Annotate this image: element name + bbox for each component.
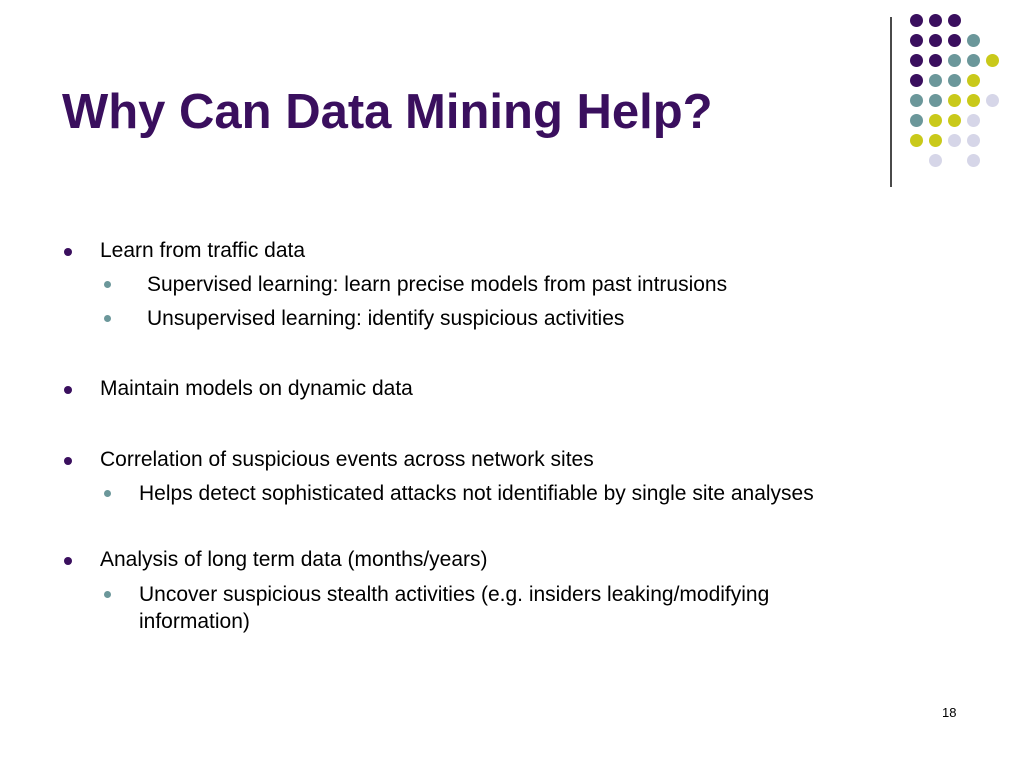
sub-bullet-text: information) [139, 610, 250, 633]
bullet-text: Learn from traffic data [100, 239, 306, 262]
sub-bullet-text: Uncover suspicious stealth activities (e.g. insiders leaking/modifying [139, 583, 770, 606]
bullet-text: Maintain models on dynamic data [100, 377, 413, 400]
bullet-dot-icon [64, 248, 72, 256]
sub-bullet-text: Supervised learning: learn precise models from past intrusions [147, 273, 728, 296]
sub-bullet-continuation [139, 608, 250, 635]
bullet-dot-icon [64, 457, 72, 465]
sub-bullet-item [139, 581, 769, 608]
sub-bullet-item [147, 305, 624, 332]
bullet-item [100, 548, 488, 572]
sub-bullet-text: Unsupervised learning: identify suspicious activities [147, 307, 625, 330]
bullet-item [100, 377, 413, 401]
sub-bullet-item [139, 480, 814, 507]
bullet-item [100, 239, 305, 263]
bullet-item [100, 448, 594, 472]
sub-bullet-item [147, 271, 727, 298]
bullet-dot-icon [64, 386, 72, 394]
sub-bullet-dot-icon [104, 490, 111, 497]
sub-bullet-dot-icon [104, 315, 111, 322]
sub-bullet-text: Helps detect sophisticated attacks not identifiable by single site analyses [139, 482, 814, 505]
bullet-text: Correlation of suspicious events across network sites [100, 448, 594, 471]
sub-bullet-dot-icon [104, 591, 111, 598]
slide-title: Why Can Data Mining Help? [62, 85, 713, 139]
page-number: 18 [942, 705, 957, 720]
bullet-dot-icon [64, 557, 72, 565]
bullet-text: Analysis of long term data (months/years) [100, 548, 488, 571]
sub-bullet-dot-icon [104, 281, 111, 288]
